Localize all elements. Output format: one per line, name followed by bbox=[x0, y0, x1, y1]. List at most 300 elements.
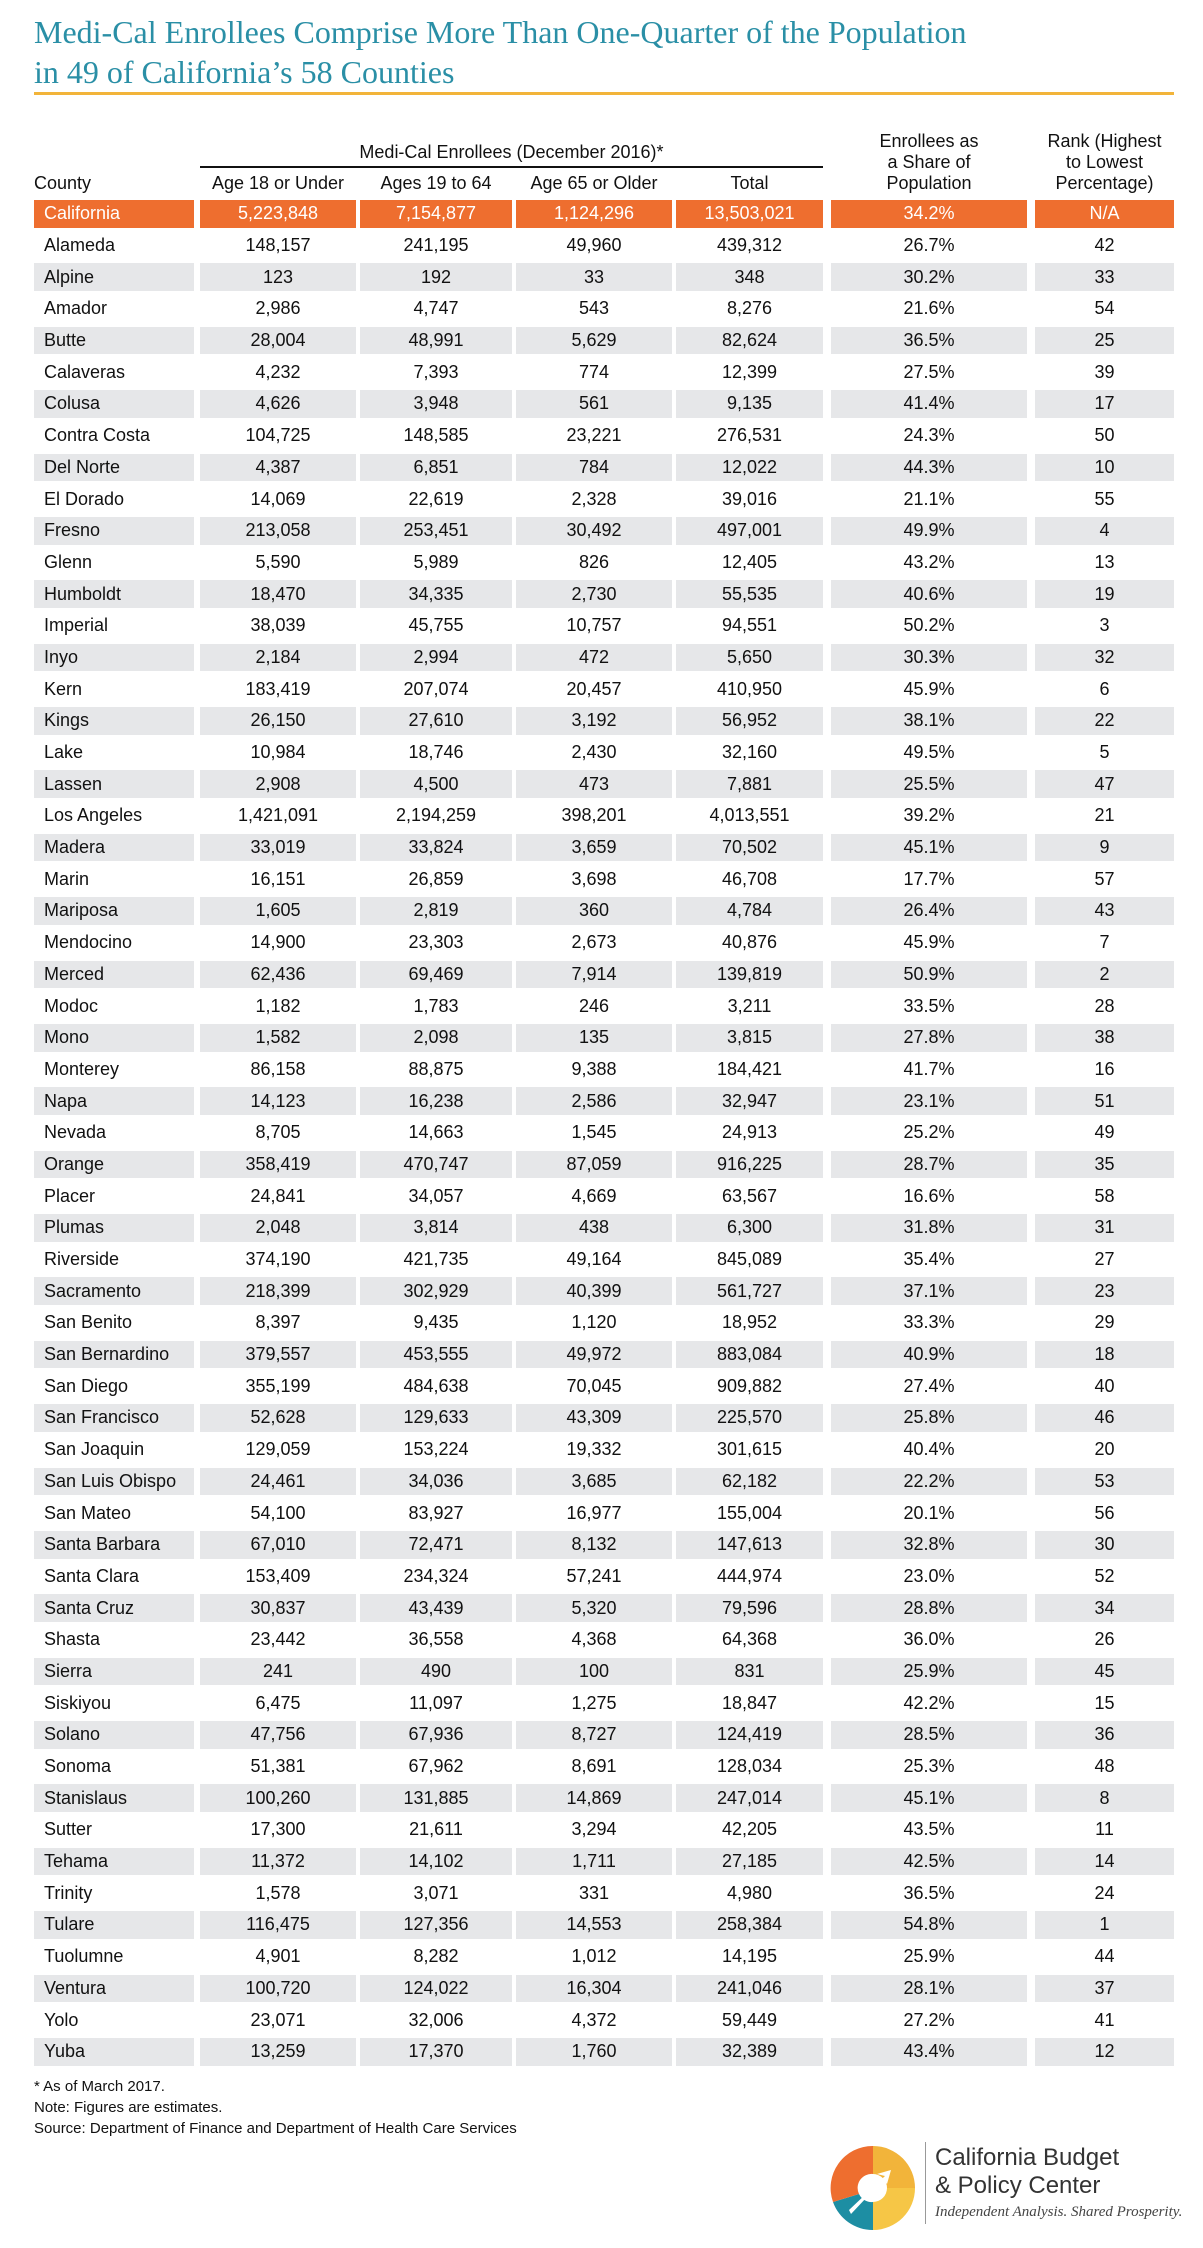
cell-share: 25.5% bbox=[903, 773, 955, 794]
table-row bbox=[34, 927, 1174, 959]
cell-age-19-64: 67,936 bbox=[408, 1724, 464, 1745]
cell-age-65-older: 2,586 bbox=[571, 1090, 617, 1111]
cell-age-19-64: 34,057 bbox=[408, 1185, 464, 1206]
cell-age-65-older: 49,164 bbox=[566, 1249, 622, 1270]
cell-age-65-older: 7,914 bbox=[571, 963, 617, 984]
cell-county: Modoc bbox=[44, 995, 99, 1016]
cell-age-19-64: 32,006 bbox=[408, 2009, 464, 2030]
cell-age-65-older: 2,328 bbox=[571, 488, 617, 509]
table-row bbox=[34, 1814, 1174, 1846]
cell-share: 50.9% bbox=[903, 963, 955, 984]
cell-age-19-64: 22,619 bbox=[408, 488, 464, 509]
cell-age-18-under: 123 bbox=[262, 266, 294, 287]
cell-age-18-under: 148,157 bbox=[245, 235, 311, 256]
cell-county: Mono bbox=[44, 1027, 90, 1048]
cell-share: 21.1% bbox=[903, 488, 955, 509]
cell-county: Santa Cruz bbox=[44, 1597, 135, 1618]
cell-share: 24.3% bbox=[903, 425, 955, 446]
cell-total: 6,300 bbox=[726, 1217, 773, 1238]
cell-rank: 9 bbox=[1099, 837, 1110, 858]
table-row bbox=[34, 1656, 1174, 1688]
header-county: County bbox=[34, 173, 92, 193]
enrollment-table bbox=[34, 122, 1174, 2068]
cell-age-65-older: 438 bbox=[578, 1217, 610, 1238]
cell-age-19-64: 34,036 bbox=[408, 1470, 464, 1491]
cell-rank: 6 bbox=[1099, 678, 1110, 699]
title-line-1: Medi-Cal Enrollees Comprise More Than One-Quarter of the Population bbox=[34, 14, 967, 50]
cell-total: 497,001 bbox=[716, 520, 783, 541]
cell-total: 70,502 bbox=[721, 837, 778, 858]
cell-total: 56,952 bbox=[721, 710, 778, 731]
cell-share: 25.9% bbox=[903, 1946, 955, 1967]
cell-total: 909,882 bbox=[716, 1375, 783, 1396]
cell-age-18-under: 4,387 bbox=[255, 456, 301, 477]
cell-total: 12,399 bbox=[721, 361, 778, 382]
cell-county: Plumas bbox=[44, 1217, 105, 1238]
cell-county: Imperial bbox=[44, 615, 109, 636]
cell-share: 41.7% bbox=[903, 1058, 955, 1079]
cell-rank: 36 bbox=[1094, 1724, 1115, 1745]
cell-age-65-older: 5,320 bbox=[571, 1597, 617, 1618]
cell-age-18-under: 47,756 bbox=[250, 1724, 306, 1745]
cell-age-19-64: 129,633 bbox=[403, 1407, 469, 1428]
cell-age-19-64: 48,991 bbox=[408, 330, 464, 351]
cell-age-18-under: 213,058 bbox=[245, 520, 311, 541]
title-rule bbox=[34, 92, 1174, 95]
cell-age-65-older: 561 bbox=[578, 393, 610, 414]
table-row bbox=[34, 1307, 1174, 1339]
table-row bbox=[34, 420, 1174, 452]
cell-share: 26.4% bbox=[903, 900, 955, 921]
cell-share: 43.2% bbox=[903, 551, 955, 572]
cell-age-65-older: 57,241 bbox=[566, 1565, 622, 1586]
cell-age-18-under: 16,151 bbox=[250, 868, 306, 889]
cell-total: 561,727 bbox=[716, 1280, 783, 1301]
cell-share: 40.9% bbox=[903, 1344, 955, 1365]
cell-county: Butte bbox=[44, 330, 87, 351]
table-row bbox=[34, 610, 1174, 642]
cell-age-65-older: 14,553 bbox=[566, 1914, 622, 1935]
cell-age-18-under: 18,470 bbox=[250, 583, 306, 604]
cell-rank: 46 bbox=[1094, 1407, 1115, 1428]
cell-county: Trinity bbox=[44, 1882, 93, 1903]
cell-age-65-older: 8,132 bbox=[571, 1534, 617, 1555]
cell-rank: 3 bbox=[1099, 615, 1110, 636]
cell-age-65-older: 4,368 bbox=[571, 1629, 617, 1650]
footnotes bbox=[34, 2076, 517, 2139]
cell-total: 444,974 bbox=[716, 1565, 783, 1586]
table-row bbox=[34, 1782, 1174, 1814]
cell-total: 79,596 bbox=[721, 1597, 778, 1618]
cell-age-19-64: 3,071 bbox=[413, 1882, 459, 1903]
cell-share: 35.4% bbox=[903, 1249, 955, 1270]
table-body bbox=[34, 198, 1174, 2068]
cell-age-65-older: 1,545 bbox=[571, 1122, 617, 1143]
cell-age-19-64: 26,859 bbox=[408, 868, 464, 889]
cell-share: 40.6% bbox=[903, 583, 955, 604]
cell-age-18-under: 23,442 bbox=[250, 1629, 306, 1650]
cell-age-65-older: 70,045 bbox=[566, 1375, 622, 1396]
table-row bbox=[34, 895, 1174, 927]
cell-county: Merced bbox=[44, 963, 105, 984]
cell-rank: 8 bbox=[1099, 1787, 1110, 1808]
cell-age-19-64: 241,195 bbox=[403, 235, 469, 256]
cell-share: 37.1% bbox=[903, 1280, 955, 1301]
cell-county: San Diego bbox=[44, 1375, 129, 1396]
table-row bbox=[34, 832, 1174, 864]
cell-share: 17.7% bbox=[903, 868, 955, 889]
cell-share: 20.1% bbox=[903, 1502, 955, 1523]
cell-rank: 52 bbox=[1094, 1565, 1115, 1586]
cell-rank: 25 bbox=[1094, 330, 1115, 351]
cell-rank: 47 bbox=[1094, 773, 1115, 794]
cell-age-65-older: 826 bbox=[578, 551, 610, 572]
cell-county: San Francisco bbox=[44, 1407, 160, 1428]
cell-share: 49.5% bbox=[903, 742, 955, 763]
table-row bbox=[34, 959, 1174, 991]
cell-age-65-older: 1,760 bbox=[571, 2041, 617, 2062]
cell-share: 23.1% bbox=[903, 1090, 955, 1111]
cell-share: 25.9% bbox=[903, 1660, 955, 1681]
cell-age-18-under: 5,590 bbox=[255, 551, 301, 572]
cell-county: Tuolumne bbox=[44, 1946, 124, 1967]
cell-age-19-64: 302,929 bbox=[403, 1280, 469, 1301]
cell-share: 54.8% bbox=[903, 1914, 955, 1935]
cell-rank: 53 bbox=[1094, 1470, 1115, 1491]
table-row bbox=[34, 1275, 1174, 1307]
cell-age-65-older: 1,012 bbox=[571, 1946, 617, 1967]
table-row bbox=[34, 1877, 1174, 1909]
table-row bbox=[34, 1687, 1174, 1719]
cell-rank: 11 bbox=[1095, 1819, 1114, 1840]
cell-age-65-older: 246 bbox=[578, 995, 610, 1016]
cell-share: 33.3% bbox=[903, 1312, 955, 1333]
cell-total: 916,225 bbox=[716, 1153, 783, 1174]
table-row bbox=[34, 990, 1174, 1022]
cell-share: 27.4% bbox=[903, 1375, 955, 1396]
footnote-asof: * As of March 2017. bbox=[34, 2078, 165, 2095]
cell-age-19-64: 72,471 bbox=[408, 1534, 464, 1555]
cell-age-19-64: 2,819 bbox=[413, 900, 459, 921]
cell-age-65-older: 1,275 bbox=[571, 1692, 617, 1713]
cell-age-65-older: 360 bbox=[578, 900, 610, 921]
header-rank bbox=[1035, 131, 1174, 194]
cell-age-19-64: 124,022 bbox=[403, 1977, 469, 1998]
cell-county: Napa bbox=[44, 1090, 88, 1111]
cell-age-18-under: 26,150 bbox=[250, 710, 306, 731]
cell-county: Tulare bbox=[44, 1914, 95, 1935]
cell-total: 3,815 bbox=[726, 1027, 773, 1048]
cell-age-18-under: 33,019 bbox=[250, 837, 306, 858]
cell-age-65-older: 8,727 bbox=[571, 1724, 617, 1745]
cell-age-19-64: 2,194,259 bbox=[395, 805, 477, 826]
cell-age-19-64: 14,663 bbox=[408, 1122, 464, 1143]
cell-age-19-64: 8,282 bbox=[413, 1946, 459, 1967]
cell-age-19-64: 5,989 bbox=[413, 551, 459, 572]
cell-age-18-under: 129,059 bbox=[245, 1439, 311, 1460]
cell-county: San Benito bbox=[44, 1312, 133, 1333]
cell-total: 439,312 bbox=[716, 235, 783, 256]
cell-age-18-under: 24,841 bbox=[250, 1185, 306, 1206]
cell-age-18-under: 1,578 bbox=[255, 1882, 301, 1903]
table-row bbox=[34, 261, 1174, 293]
cell-total: 8,276 bbox=[726, 298, 773, 319]
cell-share: 36.0% bbox=[903, 1629, 955, 1650]
cell-total: 32,947 bbox=[721, 1090, 778, 1111]
cell-county: Sierra bbox=[44, 1660, 93, 1681]
cell-age-19-64: 7,154,877 bbox=[395, 203, 477, 224]
cell-age-18-under: 4,232 bbox=[255, 361, 301, 382]
cell-rank: 15 bbox=[1094, 1692, 1115, 1713]
cell-share: 41.4% bbox=[903, 393, 955, 414]
cell-age-18-under: 379,557 bbox=[245, 1344, 311, 1365]
cell-share: 42.2% bbox=[903, 1692, 955, 1713]
cell-age-18-under: 30,837 bbox=[250, 1597, 306, 1618]
cell-rank: 54 bbox=[1094, 298, 1115, 319]
cell-total: 55,535 bbox=[721, 583, 778, 604]
cell-share: 32.8% bbox=[903, 1534, 955, 1555]
cell-age-18-under: 2,048 bbox=[255, 1217, 301, 1238]
cell-rank: 1 bbox=[1099, 1914, 1110, 1935]
cell-age-65-older: 543 bbox=[578, 298, 610, 319]
table-row-total bbox=[34, 198, 1174, 230]
cell-total: 155,004 bbox=[716, 1502, 783, 1523]
cell-age-65-older: 9,388 bbox=[571, 1058, 617, 1079]
cell-county: Santa Clara bbox=[44, 1565, 140, 1586]
cell-age-18-under: 2,986 bbox=[255, 298, 301, 319]
cell-share: 50.2% bbox=[903, 615, 955, 636]
cell-age-65-older: 20,457 bbox=[566, 678, 622, 699]
cell-total: 39,016 bbox=[721, 488, 778, 509]
cell-age-18-under: 1,582 bbox=[255, 1027, 301, 1048]
cell-total: 147,613 bbox=[716, 1534, 783, 1555]
cell-age-19-64: 14,102 bbox=[408, 1851, 464, 1872]
cell-age-19-64: 69,469 bbox=[408, 963, 464, 984]
cell-age-65-older: 4,372 bbox=[571, 2009, 617, 2030]
header-group-rule bbox=[200, 166, 823, 168]
cell-age-19-64: 9,435 bbox=[413, 1312, 459, 1333]
cell-age-19-64: 207,074 bbox=[403, 678, 469, 699]
cell-total: 13,503,021 bbox=[704, 203, 795, 224]
cell-age-18-under: 4,626 bbox=[255, 393, 301, 414]
cell-total: 63,567 bbox=[721, 1185, 778, 1206]
cell-rank: 10 bbox=[1094, 456, 1115, 477]
cell-age-18-under: 374,190 bbox=[245, 1249, 311, 1270]
cell-total: 9,135 bbox=[726, 393, 773, 414]
cell-age-65-older: 1,120 bbox=[571, 1312, 617, 1333]
cell-age-19-64: 153,224 bbox=[403, 1439, 469, 1460]
cell-age-18-under: 358,419 bbox=[245, 1153, 311, 1174]
cell-age-65-older: 14,869 bbox=[566, 1787, 622, 1808]
cbpc-logo bbox=[825, 2140, 1185, 2240]
cell-county: Colusa bbox=[44, 393, 101, 414]
cell-rank: 7 bbox=[1099, 932, 1110, 953]
cell-age-19-64: 253,451 bbox=[403, 520, 469, 541]
cell-age-19-64: 484,638 bbox=[403, 1375, 469, 1396]
cell-age-19-64: 21,611 bbox=[409, 1819, 463, 1840]
table-row bbox=[34, 1592, 1174, 1624]
cell-age-19-64: 234,324 bbox=[403, 1565, 469, 1586]
cell-county: Lassen bbox=[44, 773, 103, 794]
cell-total: 241,046 bbox=[716, 1977, 783, 1998]
cell-total: 4,784 bbox=[726, 900, 773, 921]
cell-total: 247,014 bbox=[716, 1787, 783, 1808]
cell-share: 34.2% bbox=[903, 203, 955, 224]
cell-county: Yuba bbox=[44, 2041, 86, 2062]
cell-age-18-under: 355,199 bbox=[245, 1375, 311, 1396]
cell-rank: 44 bbox=[1094, 1946, 1115, 1967]
cell-age-65-older: 331 bbox=[578, 1882, 610, 1903]
cell-share: 42.5% bbox=[903, 1851, 955, 1872]
cell-county: Contra Costa bbox=[44, 425, 151, 446]
table-row bbox=[34, 673, 1174, 705]
table-row bbox=[34, 1434, 1174, 1466]
cell-rank: 48 bbox=[1094, 1756, 1115, 1777]
table-row bbox=[34, 705, 1174, 737]
cell-county: Siskiyou bbox=[44, 1692, 112, 1713]
cell-rank: 31 bbox=[1094, 1217, 1115, 1238]
cell-age-19-64: 4,747 bbox=[413, 298, 459, 319]
cell-age-19-64: 34,335 bbox=[408, 583, 464, 604]
cell-county: Fresno bbox=[44, 520, 101, 541]
cell-rank: 55 bbox=[1094, 488, 1115, 509]
cell-share: 45.9% bbox=[903, 932, 955, 953]
table-row bbox=[34, 768, 1174, 800]
cell-rank: 51 bbox=[1094, 1090, 1115, 1111]
table-row bbox=[34, 1022, 1174, 1054]
cell-share: 21.6% bbox=[903, 298, 955, 319]
cell-age-19-64: 6,851 bbox=[413, 456, 459, 477]
cell-rank: 39 bbox=[1094, 361, 1115, 382]
cell-rank: 2 bbox=[1099, 963, 1110, 984]
cell-age-18-under: 1,421,091 bbox=[237, 805, 319, 826]
cell-total: 225,570 bbox=[716, 1407, 783, 1428]
cell-total: 40,876 bbox=[721, 932, 778, 953]
cell-total: 348 bbox=[734, 266, 765, 287]
cell-age-18-under: 13,259 bbox=[250, 2041, 306, 2062]
cell-share: 27.5% bbox=[903, 361, 955, 382]
cell-county: Ventura bbox=[44, 1977, 107, 1998]
cell-rank: 30 bbox=[1094, 1534, 1115, 1555]
cell-rank: 29 bbox=[1094, 1312, 1115, 1333]
cell-age-65-older: 4,669 bbox=[571, 1185, 617, 1206]
cell-rank: 38 bbox=[1094, 1027, 1115, 1048]
cell-age-18-under: 51,381 bbox=[250, 1756, 306, 1777]
cell-county: Solano bbox=[44, 1724, 101, 1745]
cell-age-65-older: 40,399 bbox=[566, 1280, 622, 1301]
cell-age-65-older: 23,221 bbox=[566, 425, 622, 446]
cell-age-65-older: 3,192 bbox=[571, 710, 617, 731]
cell-age-65-older: 1,711 bbox=[572, 1851, 616, 1872]
cell-age-18-under: 86,158 bbox=[250, 1058, 306, 1079]
cell-age-19-64: 17,370 bbox=[408, 2041, 464, 2062]
table-row bbox=[34, 1466, 1174, 1498]
cell-total: 94,551 bbox=[721, 615, 778, 636]
cell-share: 43.5% bbox=[903, 1819, 955, 1840]
table-row bbox=[34, 230, 1174, 262]
cell-share: 49.9% bbox=[903, 520, 955, 541]
cell-rank: 12 bbox=[1094, 2041, 1115, 2062]
cell-total: 18,952 bbox=[721, 1312, 778, 1333]
cell-share: 39.2% bbox=[903, 805, 955, 826]
table-row bbox=[34, 1244, 1174, 1276]
cell-age-65-older: 2,730 bbox=[571, 583, 617, 604]
cell-share: 45.1% bbox=[903, 837, 955, 858]
cell-rank: 5 bbox=[1099, 742, 1110, 763]
cell-rank: N/A bbox=[1089, 203, 1120, 224]
cell-county: Alameda bbox=[44, 235, 116, 256]
table-row bbox=[34, 1085, 1174, 1117]
table-row bbox=[34, 1149, 1174, 1181]
cell-age-19-64: 2,994 bbox=[413, 646, 459, 667]
cell-rank: 35 bbox=[1094, 1153, 1115, 1174]
cell-county: Los Angeles bbox=[44, 805, 143, 826]
header-share-line-3: Population bbox=[886, 173, 972, 193]
table-row bbox=[34, 2004, 1174, 2036]
cell-age-19-64: 1,783 bbox=[413, 995, 459, 1016]
table-row bbox=[34, 642, 1174, 674]
cell-share: 44.3% bbox=[903, 456, 955, 477]
cell-age-19-64: 67,962 bbox=[408, 1756, 464, 1777]
cell-county: Sacramento bbox=[44, 1280, 142, 1301]
cell-age-65-older: 473 bbox=[578, 773, 610, 794]
table-row bbox=[34, 2036, 1174, 2068]
logo-tagline: Independent Analysis. Shared Prosperity. bbox=[935, 2204, 1183, 2220]
cell-share: 45.1% bbox=[903, 1787, 955, 1808]
header-age-19-64: Ages 19 to 64 bbox=[380, 173, 492, 193]
cell-age-65-older: 16,304 bbox=[566, 1977, 622, 1998]
cell-age-18-under: 241 bbox=[262, 1660, 294, 1681]
cell-county: San Luis Obispo bbox=[44, 1470, 177, 1491]
logo-name-line-2: & Policy Center bbox=[935, 2172, 1101, 2199]
cell-age-19-64: 18,746 bbox=[408, 742, 464, 763]
cell-rank: 42 bbox=[1094, 235, 1115, 256]
cell-age-18-under: 1,605 bbox=[255, 900, 301, 921]
table-row bbox=[34, 1973, 1174, 2005]
cell-age-19-64: 36,558 bbox=[408, 1629, 464, 1650]
cell-total: 5,650 bbox=[726, 646, 773, 667]
cell-rank: 56 bbox=[1094, 1502, 1115, 1523]
table-row bbox=[34, 388, 1174, 420]
cell-age-18-under: 2,184 bbox=[255, 646, 301, 667]
cell-total: 59,449 bbox=[721, 2009, 778, 2030]
cell-age-18-under: 100,260 bbox=[245, 1787, 311, 1808]
cell-county: San Joaquin bbox=[44, 1439, 145, 1460]
header-share-line-1: Enrollees as bbox=[879, 131, 979, 151]
cell-rank: 13 bbox=[1094, 551, 1115, 572]
cell-total: 32,160 bbox=[721, 742, 778, 763]
cell-county: San Mateo bbox=[44, 1502, 132, 1523]
table-row bbox=[34, 737, 1174, 769]
table-row bbox=[34, 515, 1174, 547]
cell-rank: 40 bbox=[1094, 1375, 1115, 1396]
logo-text bbox=[935, 2144, 1182, 2221]
cell-share: 25.2% bbox=[903, 1122, 955, 1143]
cell-county: Humboldt bbox=[44, 583, 122, 604]
table-row bbox=[34, 1212, 1174, 1244]
table-row bbox=[34, 1370, 1174, 1402]
cell-county: Mariposa bbox=[44, 900, 119, 921]
cell-total: 883,084 bbox=[716, 1344, 783, 1365]
cell-age-18-under: 52,628 bbox=[250, 1407, 306, 1428]
cell-total: 258,384 bbox=[716, 1914, 783, 1935]
header-rank-line-1: Rank (Highest bbox=[1047, 131, 1162, 151]
cell-share: 26.7% bbox=[903, 235, 955, 256]
table-row bbox=[34, 1561, 1174, 1593]
cell-age-19-64: 2,098 bbox=[413, 1027, 459, 1048]
cell-age-19-64: 23,303 bbox=[408, 932, 464, 953]
table-row bbox=[34, 1529, 1174, 1561]
